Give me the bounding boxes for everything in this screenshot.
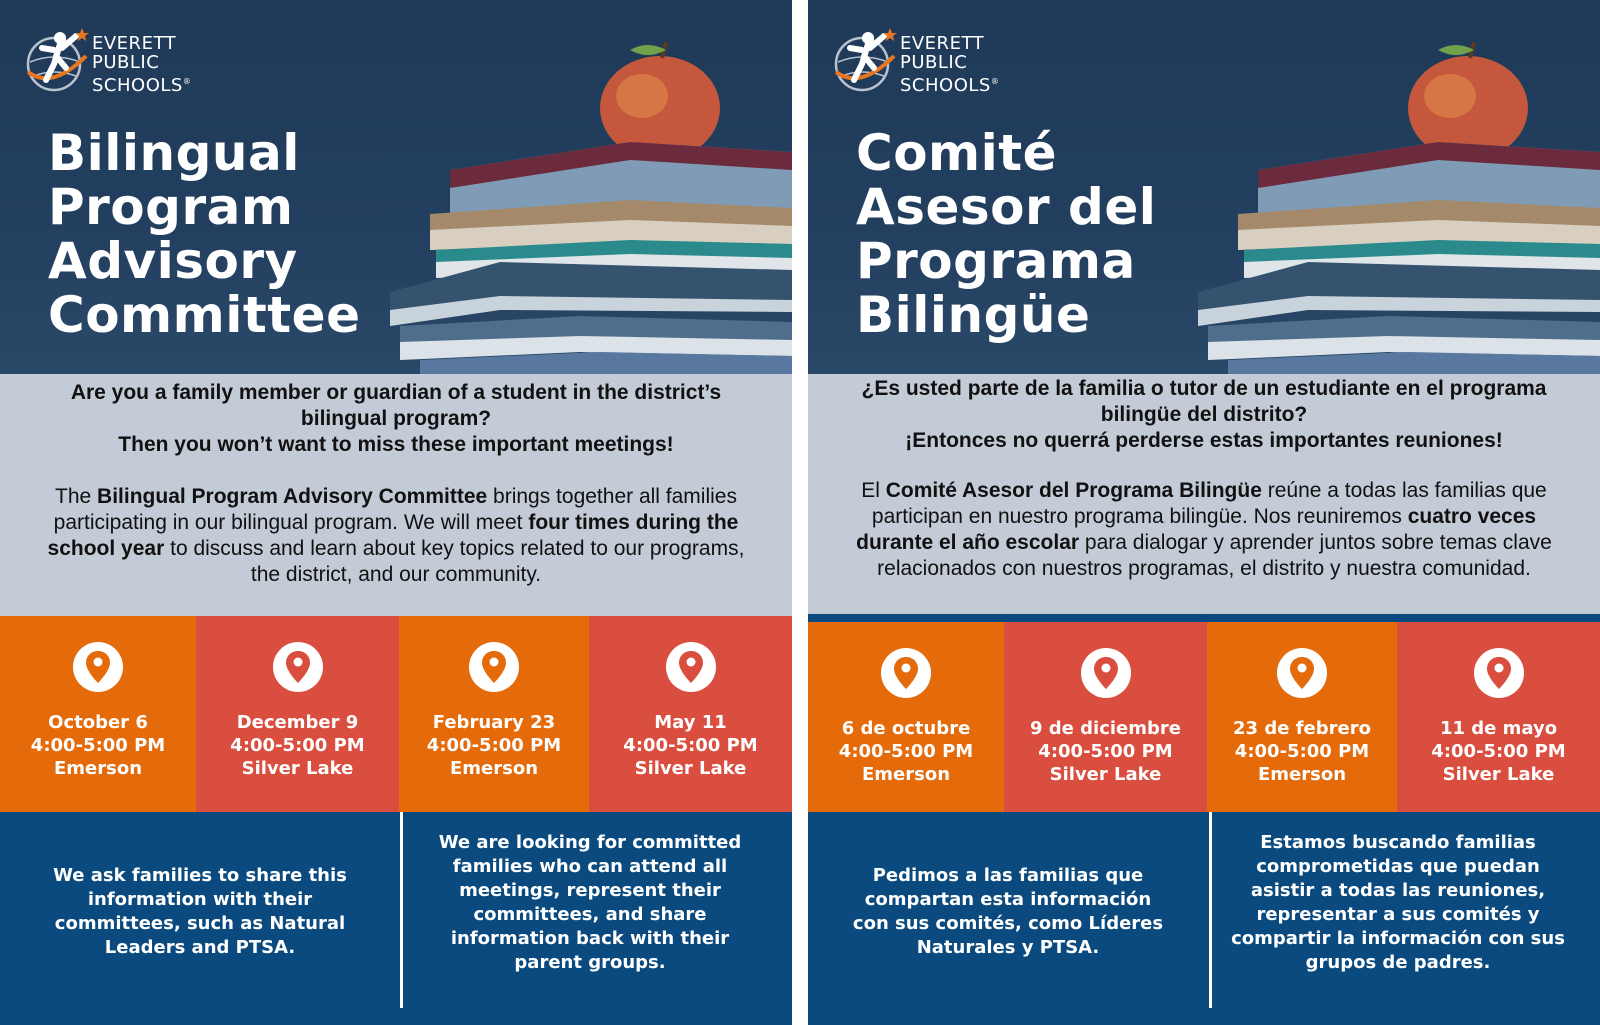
share-info-note: Pedimos a las familias que compartan esta información con sus comités, como Líderes Naturales y PTSA. <box>852 865 1164 958</box>
meeting-time: 4:00-5:00 PM <box>1431 741 1566 762</box>
meeting-place: Emerson <box>1257 764 1347 785</box>
intro-question: ¿Es usted parte de la familia o tutor de un estudiante en el programa bilingüe del distrito? ¡Entonces no querrá perderse estas importantes reuniones! <box>861 377 1547 452</box>
logo-emblem-icon <box>832 22 902 94</box>
meeting-time: 4:00-5:00 PM <box>623 735 758 756</box>
header-section <box>808 0 1600 374</box>
meeting-card <box>589 616 792 812</box>
meeting-date: 9 de diciembre <box>1030 718 1181 739</box>
meeting-date: February 23 <box>432 712 556 733</box>
meeting-date: December 9 <box>236 712 359 733</box>
commitment-note: Estamos buscando familias comprometidas que puedan asistir a todas las reuniones, representar a sus comités y compartir la información con sus grupos de padres. <box>1231 832 1565 973</box>
meeting-place: Silver Lake <box>1049 764 1162 785</box>
meeting-time: 4:00-5:00 PM <box>230 735 365 756</box>
meeting-card <box>196 616 399 812</box>
meeting-schedule <box>808 622 1600 812</box>
location-pin-icon <box>273 642 323 692</box>
meeting-place: Emerson <box>449 758 539 779</box>
location-pin-icon <box>666 642 716 692</box>
footer-section <box>808 812 1600 1025</box>
logo-emblem-icon <box>24 22 94 94</box>
meeting-date: October 6 <box>48 712 148 733</box>
meeting-schedule <box>0 616 792 812</box>
meeting-date: 11 de mayo <box>1439 718 1558 739</box>
meeting-place: Silver Lake <box>634 758 747 779</box>
meeting-card <box>808 622 1004 812</box>
meeting-date: 23 de febrero <box>1233 718 1371 739</box>
meeting-time: 4:00-5:00 PM <box>1038 741 1173 762</box>
page-title: Bilingual Program Advisory Committee <box>48 124 361 344</box>
meeting-card <box>0 616 196 812</box>
meeting-date: May 11 <box>654 712 727 733</box>
meeting-place: Emerson <box>53 758 143 779</box>
meeting-place: Silver Lake <box>1442 764 1555 785</box>
footer-section <box>0 812 792 1025</box>
commitment-note: We are looking for committed families who can attend all meetings, represent their committees, and share information back with their parent groups. <box>438 832 742 973</box>
meeting-time: 4:00-5:00 PM <box>30 735 166 756</box>
location-pin-icon <box>469 642 519 692</box>
meeting-card <box>1004 622 1207 812</box>
meeting-card <box>399 616 589 812</box>
meeting-card <box>1207 622 1397 812</box>
column-divider <box>1209 812 1212 1008</box>
logo-wordmark: EVERETT PUBLIC SCHOOLS® <box>900 33 1000 96</box>
logo-wordmark: EVERETT PUBLIC SCHOOLS® <box>92 33 192 96</box>
flyer-english <box>0 0 792 1025</box>
books-and-apple-illustration <box>1188 30 1600 374</box>
header-section <box>0 0 792 374</box>
books-and-apple-illustration <box>380 30 792 374</box>
meeting-place: Silver Lake <box>241 758 354 779</box>
column-divider <box>400 812 403 1008</box>
committee-description: The Bilingual Program Advisory Committee brings together all families participating in our bilingual program. We will meet four times during the school year to discuss and learn about key topics related to our programs, the district, and our community. <box>47 485 745 586</box>
school-logo <box>24 22 214 94</box>
meeting-time: 4:00-5:00 PM <box>1234 741 1370 762</box>
intro-section <box>0 374 792 616</box>
page-title: Comité Asesor del Programa Bilingüe <box>856 124 1157 344</box>
location-pin-icon <box>1474 648 1524 698</box>
location-pin-icon <box>1081 648 1131 698</box>
meeting-time: 4:00-5:00 PM <box>838 741 974 762</box>
intro-question: Are you a family member or guardian of a student in the district’s bilingual program? Then you won’t want to miss these important meetings! <box>70 381 722 456</box>
meeting-time: 4:00-5:00 PM <box>426 735 562 756</box>
meeting-card <box>1397 622 1600 812</box>
school-logo <box>832 22 1022 94</box>
location-pin-icon <box>881 648 931 698</box>
share-info-note: We ask families to share this information with their committees, such as Natural Leaders and PTSA. <box>53 865 347 958</box>
location-pin-icon <box>1277 648 1327 698</box>
meeting-date: 6 de octubre <box>841 718 971 739</box>
flyer-spanish <box>808 0 1600 1025</box>
meeting-place: Emerson <box>861 764 951 785</box>
committee-description: El Comité Asesor del Programa Bilingüe reúne a todas las familias que participan en nuestro programa bilingüe. Nos reuniremos cuatro veces durante el año escolar para dialogar y aprender juntos sobre temas clave relacionados con nuestros programas, el distrito y nuestra comunidad. <box>856 479 1552 580</box>
location-pin-icon <box>73 642 123 692</box>
intro-section <box>808 374 1600 614</box>
